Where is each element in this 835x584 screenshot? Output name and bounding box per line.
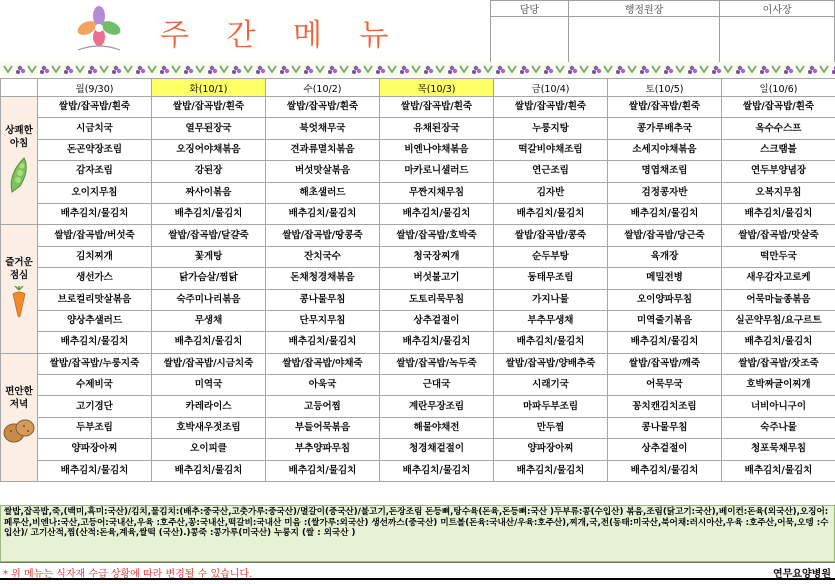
menu-cell: 쌀밥/잡곡밥/호박죽	[380, 225, 494, 246]
menu-cell: 도토리묵무침	[380, 289, 494, 310]
menu-cell: 쌀밥/잡곡밥/땅콩죽	[266, 225, 380, 246]
menu-cell: 검정콩자반	[608, 182, 722, 203]
menu-row	[1, 225, 835, 246]
menu-cell: 배추김치/물김치	[494, 203, 608, 224]
menu-row	[1, 353, 835, 374]
menu-cell: 배추김치/물김치	[152, 203, 266, 224]
menu-cell: 부추무생채	[494, 310, 608, 331]
menu-cell: 옥수수스프	[722, 118, 835, 139]
menu-cell: 쌀밥/잡곡밥/버섯죽	[38, 225, 152, 246]
menu-cell: 쌀밥/잡곡밥/흰죽	[380, 97, 494, 118]
menu-cell: 배추김치/물김치	[266, 460, 380, 481]
menu-cell: 실곤약무침/요구르트	[722, 310, 835, 331]
menu-cell: 청국장찌개	[380, 246, 494, 267]
menu-cell: 쌀밥/잡곡밥/맛살죽	[722, 225, 835, 246]
meal-label	[1, 97, 38, 225]
menu-cell: 떡갈비야채조림	[494, 139, 608, 160]
menu-cell: 상추겉절이	[380, 310, 494, 331]
menu-cell: 배추김치/물김치	[608, 332, 722, 353]
menu-cell: 어묵마늘종볶음	[722, 289, 835, 310]
menu-cell: 단무지무침	[266, 310, 380, 331]
menu-cell: 명엽채조림	[608, 161, 722, 182]
menu-row	[1, 268, 835, 289]
menu-cell: 배추김치/물김치	[722, 460, 835, 481]
day-header: 수(10/2)	[266, 79, 380, 97]
menu-cell: 배추김치/물김치	[266, 203, 380, 224]
menu-cell: 무짠지채무침	[380, 182, 494, 203]
menu-row	[1, 310, 835, 331]
menu-cell: 비엔나야채볶음	[380, 139, 494, 160]
menu-cell: 북엇채무국	[266, 118, 380, 139]
menu-cell: 오복지무침	[722, 182, 835, 203]
carrot-icon	[1, 286, 37, 322]
menu-cell: 꽁치캔김치조림	[608, 396, 722, 417]
menu-cell: 오징어야채볶음	[152, 139, 266, 160]
menu-cell: 견과류멸치볶음	[266, 139, 380, 160]
menu-cell: 배추김치/물김치	[38, 203, 152, 224]
menu-cell: 버섯불고기	[380, 268, 494, 289]
menu-cell: 쌀밥/잡곡밥/야채죽	[266, 353, 380, 374]
menu-cell: 스크램블	[722, 139, 835, 160]
menu-cell: 근대국	[380, 375, 494, 396]
menu-cell: 부추양파무침	[266, 439, 380, 460]
menu-cell: 배추김치/물김치	[38, 332, 152, 353]
approval-label-chairman: 이사장	[720, 1, 835, 17]
menu-cell: 쌀밥/잡곡밥/달걀죽	[152, 225, 266, 246]
menu-row	[1, 460, 835, 481]
corner-cell	[1, 79, 38, 97]
menu-cell: 고기경단	[38, 396, 152, 417]
menu-cell: 김자반	[494, 182, 608, 203]
footer-bar	[0, 562, 835, 580]
menu-row	[1, 396, 835, 417]
potato-icon	[1, 415, 37, 449]
menu-header	[0, 0, 835, 77]
menu-cell: 청경채겉절이	[380, 439, 494, 460]
meal-label-text: 아침	[9, 137, 29, 149]
menu-row	[1, 289, 835, 310]
menu-cell: 시래기국	[494, 375, 608, 396]
menu-cell: 숙주미나리볶음	[152, 289, 266, 310]
menu-cell: 상추겉절이	[608, 439, 722, 460]
menu-cell: 감자조림	[38, 161, 152, 182]
menu-cell: 해초샐러드	[266, 182, 380, 203]
approval-label-director: 행정원장	[568, 1, 720, 17]
day-header: 금(10/4)	[494, 79, 608, 97]
approval-label-manager: 담당	[491, 1, 569, 17]
menu-row	[1, 332, 835, 353]
menu-cell: 양파장아찌	[38, 439, 152, 460]
menu-row	[1, 246, 835, 267]
approval-box	[490, 0, 835, 63]
menu-cell: 소세지야채볶음	[608, 139, 722, 160]
flower-logo-icon	[70, 4, 128, 56]
menu-cell: 누룽지탕	[494, 118, 608, 139]
approval-sign-director[interactable]	[568, 17, 720, 63]
menu-cell: 연두부양념장	[722, 161, 835, 182]
menu-cell: 오이지무침	[38, 182, 152, 203]
menu-cell: 잔치국수	[266, 246, 380, 267]
menu-cell: 배추김치/물김치	[494, 460, 608, 481]
menu-cell: 배추김치/물김치	[38, 460, 152, 481]
day-header-row	[1, 79, 835, 97]
menu-cell: 오이피클	[152, 439, 266, 460]
peapod-icon	[1, 154, 37, 198]
menu-cell: 쌀밥/잡곡밥/콩죽	[494, 225, 608, 246]
menu-row	[1, 203, 835, 224]
menu-cell: 김치찌개	[38, 246, 152, 267]
menu-cell: 쌀밥/잡곡밥/잣조죽	[722, 353, 835, 374]
page-title: 주 간 메 뉴	[160, 18, 403, 53]
menu-cell: 수제비국	[38, 375, 152, 396]
menu-cell: 연근조림	[494, 161, 608, 182]
menu-cell: 쌀밥/잡곡밥/흰죽	[266, 97, 380, 118]
meal-label	[1, 225, 38, 353]
menu-cell: 열무된장국	[152, 118, 266, 139]
menu-cell: 두부조림	[38, 417, 152, 438]
menu-cell: 육개장	[608, 246, 722, 267]
menu-cell: 배추김치/물김치	[380, 203, 494, 224]
title-box	[0, 0, 490, 62]
approval-sign-manager[interactable]	[491, 17, 569, 63]
grape-vine-border-icon	[0, 62, 835, 77]
hospital-name: 연무요양병원	[773, 569, 831, 580]
day-header: 일(10/6)	[722, 79, 835, 97]
menu-cell: 버섯맛살볶음	[266, 161, 380, 182]
menu-row	[1, 182, 835, 203]
menu-cell: 계란무장조림	[380, 396, 494, 417]
menu-cell: 어묵무국	[608, 375, 722, 396]
menu-cell: 카레라이스	[152, 396, 266, 417]
menu-cell: 마파두부조림	[494, 396, 608, 417]
menu-cell: 마카로니샐러드	[380, 161, 494, 182]
menu-cell: 유채된장국	[380, 118, 494, 139]
menu-cell: 강된장	[152, 161, 266, 182]
menu-cell: 메밀전병	[608, 268, 722, 289]
menu-cell: 호박짜글이찌개	[722, 375, 835, 396]
meal-label-text: 상쾌한	[5, 124, 33, 136]
menu-row	[1, 161, 835, 182]
menu-cell: 콩가루배추국	[608, 118, 722, 139]
menu-cell: 고등어찜	[266, 396, 380, 417]
day-header: 목(10/3)	[380, 79, 494, 97]
menu-cell: 아욱국	[266, 375, 380, 396]
menu-cell: 해물야채전	[380, 417, 494, 438]
menu-cell: 콩나물무침	[266, 289, 380, 310]
menu-cell: 쌀밥/잡곡밥/흰죽	[608, 97, 722, 118]
origin-notice: 쌀밥,잡곡밥,죽,(백미,흑미:국산)/김치,물김치:(배추:중국산,고춧가루:중국산)/멸갈이(중국산)/불고기,돈장조림 돈등뼈,탕수육(돈육,돈등뼈:국산 )두부류:콩(수입산) 볶음,조림(닭고기:국산),베이컨:돈육(외국산),오징어:페루산,비엔나:국산,고등어:국내산,우육 :호주산,꽁:국내산,떡갈비:국내산 미음 :(쌀가루:외국산) 생선까스(중국산) 미트볼(돈육:국내산/우육:호주산),찌개,국,전(동태:미국산,북어채:러시아산,우육 :호주산,어묵,오뎅 :수입산)/ 고기산적,찜(산적:돈육,계육,쌀떡 (국산).)콩죽 :콩가루(미국산) 누룽지 (쌀 : 외국산 )	[0, 505, 835, 562]
menu-cell: 닭가슴살/찜닭	[152, 268, 266, 289]
menu-cell: 배추김치/물김치	[608, 203, 722, 224]
meal-label-text: 편안한	[5, 386, 33, 398]
menu-cell: 생선가스	[38, 268, 152, 289]
menu-cell: 배추김치/물김치	[266, 332, 380, 353]
menu-cell: 떡만두국	[722, 246, 835, 267]
menu-cell: 배추김치/물김치	[380, 332, 494, 353]
menu-cell: 순두부탕	[494, 246, 608, 267]
menu-cell: 동태무조림	[494, 268, 608, 289]
menu-cell: 쌀밥/잡곡밥/흰죽	[722, 97, 835, 118]
menu-cell: 숙주나물	[722, 417, 835, 438]
meal-label-text: 저녁	[9, 399, 29, 411]
menu-cell: 너비아니구이	[722, 396, 835, 417]
menu-cell: 새우감자고로케	[722, 268, 835, 289]
menu-cell: 콩나물무침	[608, 417, 722, 438]
menu-cell: 부들어묵볶음	[266, 417, 380, 438]
menu-cell: 브로컬리맛살볶음	[38, 289, 152, 310]
menu-cell: 쌀밥/잡곡밥/당근죽	[608, 225, 722, 246]
menu-cell: 배추김치/물김치	[608, 460, 722, 481]
day-header: 토(10/5)	[608, 79, 722, 97]
menu-cell: 꽃게탕	[152, 246, 266, 267]
menu-cell: 양파장아찌	[494, 439, 608, 460]
menu-cell: 배추김치/물김치	[380, 460, 494, 481]
change-notice: * 위 메뉴는 식자재 수급 상황에 따라 변경될 수 있습니다.	[3, 569, 253, 580]
menu-cell: 짜사이볶음	[152, 182, 266, 203]
menu-cell: 배추김치/물김치	[152, 460, 266, 481]
menu-cell: 미역국	[152, 375, 266, 396]
menu-cell: 쌀밥/잡곡밥/흰죽	[494, 97, 608, 118]
day-header: 월(9/30)	[38, 79, 152, 97]
menu-cell: 쌀밥/잡곡밥/깨죽	[608, 353, 722, 374]
menu-cell: 배추김치/물김치	[722, 332, 835, 353]
menu-cell: 미역줄기볶음	[608, 310, 722, 331]
menu-cell: 청포묵채무침	[722, 439, 835, 460]
menu-cell: 돈곤약장조림	[38, 139, 152, 160]
day-header: 화(10/1)	[152, 79, 266, 97]
menu-row	[1, 375, 835, 396]
menu-cell: 쌀밥/잡곡밥/흰죽	[38, 97, 152, 118]
menu-cell: 양상추샐러드	[38, 310, 152, 331]
menu-cell: 오이양파무침	[608, 289, 722, 310]
menu-cell: 무생채	[152, 310, 266, 331]
menu-cell: 쌀밥/잡곡밥/흰죽	[152, 97, 266, 118]
menu-cell: 가지나물	[494, 289, 608, 310]
approval-sign-chairman[interactable]	[720, 17, 835, 63]
menu-cell: 배추김치/물김치	[722, 203, 835, 224]
menu-row	[1, 439, 835, 460]
menu-cell: 돈채청경채볶음	[266, 268, 380, 289]
weekly-menu-table	[0, 78, 835, 482]
meal-label-text: 즐거운	[5, 257, 33, 269]
menu-cell: 쌀밥/잡곡밥/양배추죽	[494, 353, 608, 374]
menu-row	[1, 118, 835, 139]
menu-cell: 배추김치/물김치	[152, 332, 266, 353]
menu-cell: 호박새우젓조림	[152, 417, 266, 438]
meal-label-text: 점심	[9, 270, 29, 282]
meal-label	[1, 353, 38, 481]
menu-cell: 시금치국	[38, 118, 152, 139]
menu-cell: 배추김치/물김치	[494, 332, 608, 353]
menu-cell: 만두찜	[494, 417, 608, 438]
menu-row	[1, 97, 835, 118]
menu-cell: 쌀밥/잡곡밥/녹두죽	[380, 353, 494, 374]
menu-row	[1, 417, 835, 438]
menu-cell: 쌀밥/잡곡밥/시금치죽	[152, 353, 266, 374]
menu-row	[1, 139, 835, 160]
menu-cell: 쌀밥/잡곡밥/누룽지죽	[38, 353, 152, 374]
